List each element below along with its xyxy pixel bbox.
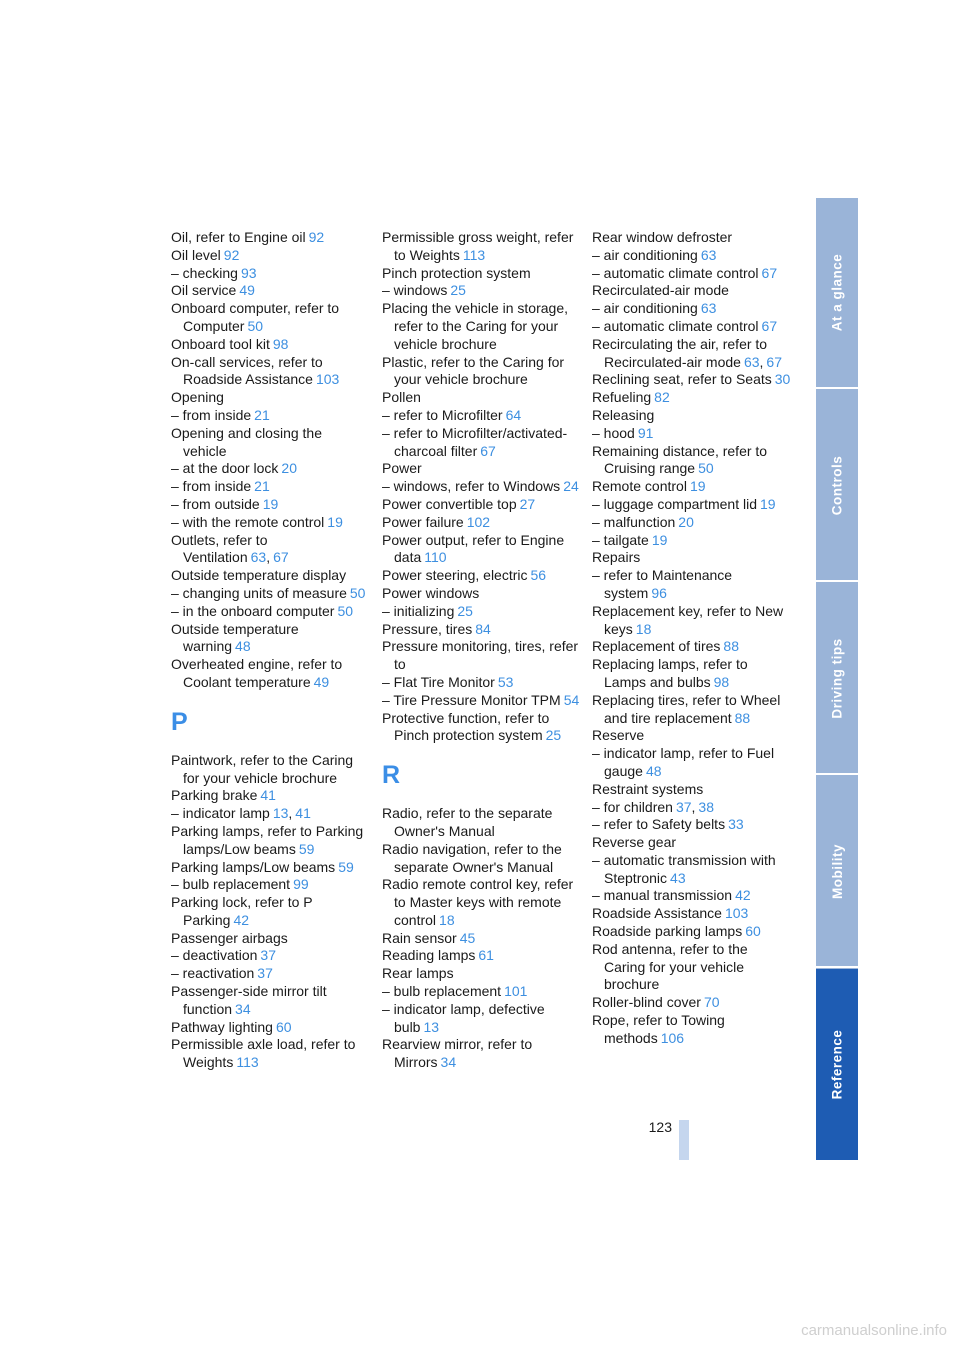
entry-text: Roller-blind cover <box>592 994 701 1011</box>
index-entry <box>171 930 367 948</box>
entry-text: Releasing <box>592 406 655 423</box>
entry-text: Permissible gross weight, refer to Weights <box>382 229 574 263</box>
entry-text: Restraint systems <box>592 780 704 797</box>
entry-text: Power failure <box>382 513 464 530</box>
page-link[interactable]: 37 <box>260 947 276 964</box>
index-column-2 <box>382 229 582 1072</box>
index-entry <box>382 567 582 585</box>
entry-text: – changing units of measure <box>171 584 347 601</box>
page-link[interactable]: 25 <box>457 602 473 619</box>
index-entry <box>382 265 582 283</box>
page-link[interactable]: 93 <box>240 264 257 281</box>
entry-text: – tailgate <box>592 531 649 548</box>
index-entry <box>382 478 582 496</box>
entry-text: Passenger airbags <box>171 929 288 946</box>
index-entry <box>592 816 792 834</box>
page-link[interactable]: 42 <box>233 911 250 928</box>
entry-text: – automatic climate control <box>592 264 759 281</box>
index-entry <box>171 752 367 788</box>
page-link[interactable]: 19 <box>327 513 343 530</box>
index-entry <box>171 965 367 983</box>
page-link[interactable]: 24 <box>563 478 579 495</box>
page-link[interactable]: 13 <box>272 805 289 822</box>
page-link[interactable]: 13 <box>423 1018 440 1035</box>
page-link[interactable]: 41 <box>295 805 311 822</box>
index-entry <box>592 300 792 318</box>
index-entry <box>382 229 582 265</box>
index-entry <box>382 354 582 390</box>
page-link[interactable]: 84 <box>475 620 491 637</box>
index-entry <box>592 282 792 300</box>
index-entry <box>592 514 792 532</box>
index-entry <box>171 425 367 461</box>
index-entry <box>171 1036 367 1072</box>
entry-text: Pressure monitoring, tires, refer to <box>382 638 579 673</box>
page-link[interactable]: 53 <box>497 673 514 690</box>
tab-label: Driving tips <box>829 638 845 719</box>
page-link[interactable]: 20 <box>281 460 297 477</box>
tab-label: Reference <box>829 1029 845 1100</box>
entry-text: – windows <box>382 282 448 299</box>
entry-text: Outside temperature display <box>171 567 347 584</box>
index-entry <box>171 805 367 823</box>
entry-text: Replacement of tires <box>592 638 721 655</box>
section-sidebar <box>816 198 858 1160</box>
letter-heading: P <box>171 707 188 736</box>
page-link[interactable]: 43 <box>670 869 686 886</box>
index-entry <box>171 514 367 532</box>
entry-text: Reverse gear <box>592 834 677 851</box>
index-entry <box>592 941 792 994</box>
tab-controls[interactable] <box>816 391 858 582</box>
entry-text: Rain sensor <box>382 929 457 946</box>
entry-text: Permissible axle load, refer to Weights <box>171 1036 356 1071</box>
page-link[interactable]: 113 <box>236 1054 259 1071</box>
entry-text: Rod antenna, refer to the Caring for your vehicle brochure <box>592 940 748 993</box>
entry-text: Roadside parking lamps <box>592 923 743 940</box>
page-link[interactable]: 113 <box>462 246 486 263</box>
entry-text: Rearview mirror, refer to Mirrors <box>382 1036 533 1071</box>
index-entry <box>382 841 582 877</box>
page-link[interactable]: 98 <box>272 335 289 352</box>
index-entry <box>382 460 582 478</box>
index-column-1 <box>171 229 367 1072</box>
entry-text: – air conditioning <box>592 300 698 317</box>
index-entry <box>382 805 582 841</box>
entry-text: Rear window defroster <box>592 229 733 245</box>
tab-mobility[interactable] <box>816 777 858 968</box>
index-entry <box>592 318 792 336</box>
entry-text: – hood <box>592 424 635 441</box>
index-entry <box>382 710 582 746</box>
page-link[interactable]: 45 <box>459 929 476 946</box>
tab-label: Mobility <box>829 844 845 899</box>
index-entry <box>171 247 367 265</box>
page-link[interactable]: 59 <box>338 858 354 875</box>
page-link[interactable]: 38 <box>698 798 714 815</box>
page-separator: , <box>691 798 696 815</box>
page-link[interactable]: 48 <box>645 762 662 779</box>
entry-text: – for children <box>592 798 673 815</box>
index-entry <box>171 407 367 425</box>
entry-text: On-call services, refer to Roadside Assistance <box>171 353 323 388</box>
page-link[interactable]: 92 <box>223 246 240 263</box>
entry-text: Pressure, tires <box>382 620 473 637</box>
index-entry <box>592 799 792 817</box>
entry-text: – refer to Microfilter <box>382 406 503 423</box>
page-link[interactable]: 20 <box>678 513 694 530</box>
index-entry <box>171 336 367 354</box>
index-entry <box>592 336 792 372</box>
index-entry <box>592 1012 792 1048</box>
entry-text: Passenger-side mirror tilt function <box>171 983 327 1017</box>
entry-text: Pathway lighting <box>171 1018 273 1035</box>
page-link[interactable]: 91 <box>637 424 654 441</box>
entry-text: Reclining seat, refer to Seats <box>592 371 772 388</box>
page-link[interactable]: 21 <box>254 478 270 495</box>
index-entry <box>592 603 792 639</box>
index-entry <box>592 229 792 247</box>
page-link[interactable]: 67 <box>273 549 289 566</box>
page-link[interactable]: 49 <box>239 282 255 299</box>
entry-text: – indicator lamp <box>171 805 270 822</box>
page-link[interactable]: 63 <box>700 300 717 317</box>
page-link[interactable]: 50 <box>247 317 264 334</box>
entry-text: – Flat Tire Monitor <box>382 673 495 690</box>
index-entry <box>592 478 792 496</box>
page-link[interactable]: 60 <box>745 923 761 940</box>
letter-heading: R <box>382 761 401 790</box>
tab-label: At a glance <box>829 253 845 332</box>
page-link[interactable]: 92 <box>308 229 325 245</box>
page-link[interactable]: 67 <box>766 353 782 370</box>
index-entry <box>592 923 792 941</box>
entry-text: – windows, refer to Windows <box>382 478 561 495</box>
index-entry <box>171 460 367 478</box>
index-entry <box>592 443 792 479</box>
page-link[interactable]: 34 <box>235 1000 251 1017</box>
index-entry <box>592 567 792 603</box>
index-entry <box>592 781 792 799</box>
page-link[interactable]: 19 <box>262 495 279 512</box>
page-link[interactable]: 82 <box>654 389 670 406</box>
index-entry <box>382 1036 582 1072</box>
entry-text: – from inside <box>171 406 252 423</box>
page-link[interactable]: 25 <box>545 727 562 744</box>
index-entry <box>382 496 582 514</box>
index-entry <box>171 823 367 859</box>
page-link[interactable]: 50 <box>698 460 714 477</box>
index-entry <box>382 638 582 674</box>
page-link[interactable]: 88 <box>734 709 751 726</box>
page-link[interactable]: 61 <box>478 947 494 964</box>
index-entry <box>171 354 367 390</box>
page-link[interactable]: 67 <box>761 264 778 281</box>
page-number: 123 <box>648 1119 672 1135</box>
entry-text: Radio, refer to the separate Owner's Manual <box>382 805 553 839</box>
page-link[interactable]: 19 <box>689 478 706 495</box>
page-link[interactable]: 42 <box>735 887 751 904</box>
tab-at-a-glance[interactable] <box>816 198 858 389</box>
entry-text: – reactivation <box>171 965 255 982</box>
entry-text: Outside temperature warning <box>171 620 299 655</box>
page-link[interactable]: 50 <box>337 602 354 619</box>
page-link[interactable]: 49 <box>313 673 330 690</box>
index-entry <box>171 983 367 1019</box>
entry-text: – Tire Pressure Monitor TPM <box>382 691 561 708</box>
entry-text: – air conditioning <box>592 246 698 263</box>
index-entry <box>382 585 582 603</box>
index-entry <box>592 905 792 923</box>
index-entry <box>592 852 792 888</box>
entry-text: Onboard tool kit <box>171 335 270 352</box>
entry-text: Reading lamps <box>382 947 476 964</box>
entry-text: Oil level <box>171 246 221 263</box>
index-entry <box>592 371 792 389</box>
entry-text: – automatic transmission with Steptronic <box>592 851 776 886</box>
page-link[interactable]: 19 <box>760 495 776 512</box>
index-entry <box>592 549 792 567</box>
page-link[interactable]: 64 <box>505 406 522 423</box>
page-link[interactable]: 37 <box>257 965 273 982</box>
index-entry <box>382 425 582 461</box>
entry-text: – indicator lamp, refer to Fuel gauge <box>592 745 775 779</box>
page-link[interactable]: 59 <box>298 840 315 857</box>
page-link[interactable]: 54 <box>563 691 580 708</box>
entry-text: Parking lamps/Low beams <box>171 858 336 875</box>
entry-text: – refer to Safety belts <box>592 816 726 833</box>
index-entry <box>592 656 792 692</box>
index-entry <box>382 621 582 639</box>
page-number-bar <box>679 1120 689 1160</box>
index-entry <box>382 876 582 929</box>
page-link[interactable]: 18 <box>635 620 652 637</box>
index-entry <box>592 425 792 443</box>
entry-text: – deactivation <box>171 947 258 964</box>
entry-text: – from outside <box>171 495 260 512</box>
page-link[interactable]: 34 <box>440 1054 457 1071</box>
index-entry <box>171 567 367 585</box>
page-link[interactable]: 67 <box>761 317 778 334</box>
index-entry <box>592 496 792 514</box>
entry-text: – at the door lock <box>171 460 279 477</box>
entry-text: Onboard computer, refer to Computer <box>171 300 340 334</box>
index-entry <box>171 389 367 407</box>
index-entry <box>171 229 367 247</box>
entry-text: – automatic climate control <box>592 317 759 334</box>
entry-text: Remote control <box>592 478 687 495</box>
entry-text: Overheated engine, refer to Coolant temperature <box>171 656 343 690</box>
index-entry <box>171 621 367 657</box>
index-entry <box>382 300 582 353</box>
entry-text: – initializing <box>382 602 455 619</box>
entry-text: – refer to Maintenance system <box>592 567 733 601</box>
entry-text: Placing the vehicle in storage, refer to the Caring for your vehicle brochure <box>382 300 568 352</box>
entry-text: – in the onboard computer <box>171 602 335 619</box>
entry-text: Replacing lamps, refer to Lamps and bulbs <box>592 656 748 690</box>
index-entry <box>592 265 792 283</box>
entry-text: Rope, refer to Towing methods <box>592 1012 725 1046</box>
entry-text: Power windows <box>382 584 480 601</box>
page-link[interactable]: 110 <box>424 549 447 566</box>
index-entry <box>382 1001 582 1037</box>
page-link[interactable]: 103 <box>724 905 749 922</box>
page-link[interactable]: 102 <box>466 513 491 530</box>
index-entry <box>592 389 792 407</box>
entry-text: – bulb replacement <box>382 983 502 1000</box>
index-entry <box>382 389 582 407</box>
page-separator: , <box>288 805 293 822</box>
index-entry <box>382 674 582 692</box>
page-link[interactable]: 106 <box>660 1029 685 1046</box>
index-entry <box>592 247 792 265</box>
entry-text: – with the remote control <box>171 513 325 530</box>
index-entry <box>592 532 792 550</box>
entry-text: Radio remote control key, refer to Master keys with remote control <box>382 876 574 928</box>
index-entry <box>382 603 582 621</box>
entry-text: Power convertible top <box>382 495 517 512</box>
tab-reference[interactable] <box>816 969 858 1160</box>
entry-text: Roadside Assistance <box>592 905 722 922</box>
page-link[interactable]: 18 <box>439 911 455 928</box>
index-entry <box>171 496 367 514</box>
index-entry <box>592 692 792 728</box>
index-entry <box>592 834 792 852</box>
page-link[interactable]: 67 <box>480 442 496 459</box>
entry-text: Remaining distance, refer to Cruising range <box>592 442 768 477</box>
entry-text: – from inside <box>171 478 252 495</box>
entry-text: Rear lamps <box>382 965 454 982</box>
page-link[interactable]: 50 <box>349 584 366 601</box>
page-link[interactable]: 101 <box>504 983 528 1000</box>
index-entry <box>382 692 582 710</box>
page-link[interactable]: 21 <box>254 406 270 423</box>
page-link[interactable]: 63 <box>250 549 267 566</box>
entry-text: Parking brake <box>171 787 258 804</box>
entry-text: Pollen <box>382 389 421 406</box>
page-link[interactable]: 63 <box>700 246 717 263</box>
index-entry <box>382 407 582 425</box>
entry-text: Oil service <box>171 282 237 299</box>
index-column-3 <box>592 229 792 1048</box>
index-entry <box>171 787 367 805</box>
entry-text: Radio navigation, refer to the separate Owner's Manual <box>382 840 562 875</box>
index-entry <box>382 532 582 568</box>
entry-text: Opening <box>171 389 224 406</box>
tab-label: Controls <box>829 455 845 516</box>
page-link[interactable]: 41 <box>260 787 276 804</box>
page-link[interactable]: 30 <box>774 371 791 388</box>
page-link[interactable]: 60 <box>275 1018 292 1035</box>
page-link[interactable]: 70 <box>703 994 720 1011</box>
entry-text: Opening and closing the vehicle <box>171 424 322 459</box>
index-entry <box>592 745 792 781</box>
entry-text: Recirculated-air mode <box>592 282 729 299</box>
tab-driving-tips[interactable] <box>816 584 858 775</box>
page-link[interactable]: 37 <box>675 798 692 815</box>
page-separator: , <box>759 353 764 370</box>
page-link[interactable]: 56 <box>530 567 547 584</box>
entry-text: – checking <box>171 264 238 281</box>
index-entry <box>171 1019 367 1037</box>
entry-text: – bulb replacement <box>171 876 291 893</box>
index-entry <box>171 876 367 894</box>
index-entry <box>171 894 367 930</box>
entry-text: – indicator lamp, defective bulb <box>382 1000 545 1035</box>
index-entry <box>171 656 367 692</box>
index-entry <box>592 887 792 905</box>
index-entry <box>171 282 367 300</box>
page-link[interactable]: 33 <box>728 816 744 833</box>
index-entry <box>592 407 792 425</box>
index-entry <box>382 514 582 532</box>
page-link[interactable]: 25 <box>450 282 466 299</box>
entry-text: Replacing tires, refer to Wheel and tire replacement <box>592 691 781 726</box>
entry-text: Oil, refer to Engine oil <box>171 229 306 245</box>
index-entry <box>171 300 367 336</box>
entry-text: – manual transmission <box>592 887 733 904</box>
index-entry <box>171 603 367 621</box>
entry-text: Power <box>382 460 422 477</box>
index-entry <box>171 947 367 965</box>
entry-text: – luggage compartment lid <box>592 495 757 512</box>
index-entry <box>171 585 367 603</box>
page-link[interactable]: 63 <box>743 353 760 370</box>
index-entry <box>382 282 582 300</box>
entry-text: Recirculating the air, refer to Recirculated-air mode <box>592 335 768 370</box>
page-link[interactable]: 96 <box>651 584 667 601</box>
index-entry <box>171 478 367 496</box>
index-entry <box>382 947 582 965</box>
entry-text: Refueling <box>592 389 652 406</box>
entry-text: – malfunction <box>592 513 676 530</box>
page-link[interactable]: 48 <box>235 638 251 655</box>
page-link[interactable]: 19 <box>651 531 668 548</box>
entry-text: Reserve <box>592 727 645 744</box>
watermark: carmanualsonline.info <box>801 1322 947 1339</box>
entry-text: Pinch protection system <box>382 264 531 281</box>
entry-text: – refer to Microfilter/activated-charcoal filter <box>382 424 568 459</box>
index-entry <box>592 638 792 656</box>
entry-text: Outlets, refer to Ventilation <box>171 531 268 566</box>
index-entry <box>382 930 582 948</box>
page-link[interactable]: 103 <box>315 371 340 388</box>
entry-text: Power output, refer to Engine data <box>382 531 565 566</box>
page-link[interactable]: 27 <box>519 495 536 512</box>
entry-text: Paintwork, refer to the Caring for your vehicle brochure <box>171 751 354 786</box>
index-entry <box>382 965 582 983</box>
entry-text: Parking lock, refer to P Parking <box>171 894 313 928</box>
page-separator: , <box>266 549 271 566</box>
index-entry <box>171 859 367 877</box>
entry-text: Repairs <box>592 549 641 566</box>
page-link[interactable]: 88 <box>723 638 739 655</box>
entry-text: Power steering, electric <box>382 567 528 584</box>
entry-text: Plastic, refer to the Caring for your vehicle brochure <box>382 353 565 388</box>
index-entry <box>592 994 792 1012</box>
page-link[interactable]: 99 <box>293 876 309 893</box>
index-entry <box>382 983 582 1001</box>
page-link[interactable]: 98 <box>713 673 730 690</box>
index-entry <box>171 265 367 283</box>
index-entry <box>592 727 792 745</box>
entry-text: Protective function, refer to Pinch protection system <box>382 709 550 744</box>
entry-text: Replacement key, refer to New keys <box>592 602 784 637</box>
entry-text: Parking lamps, refer to Parking lamps/Low beams <box>171 822 364 857</box>
index-entry <box>171 532 367 568</box>
